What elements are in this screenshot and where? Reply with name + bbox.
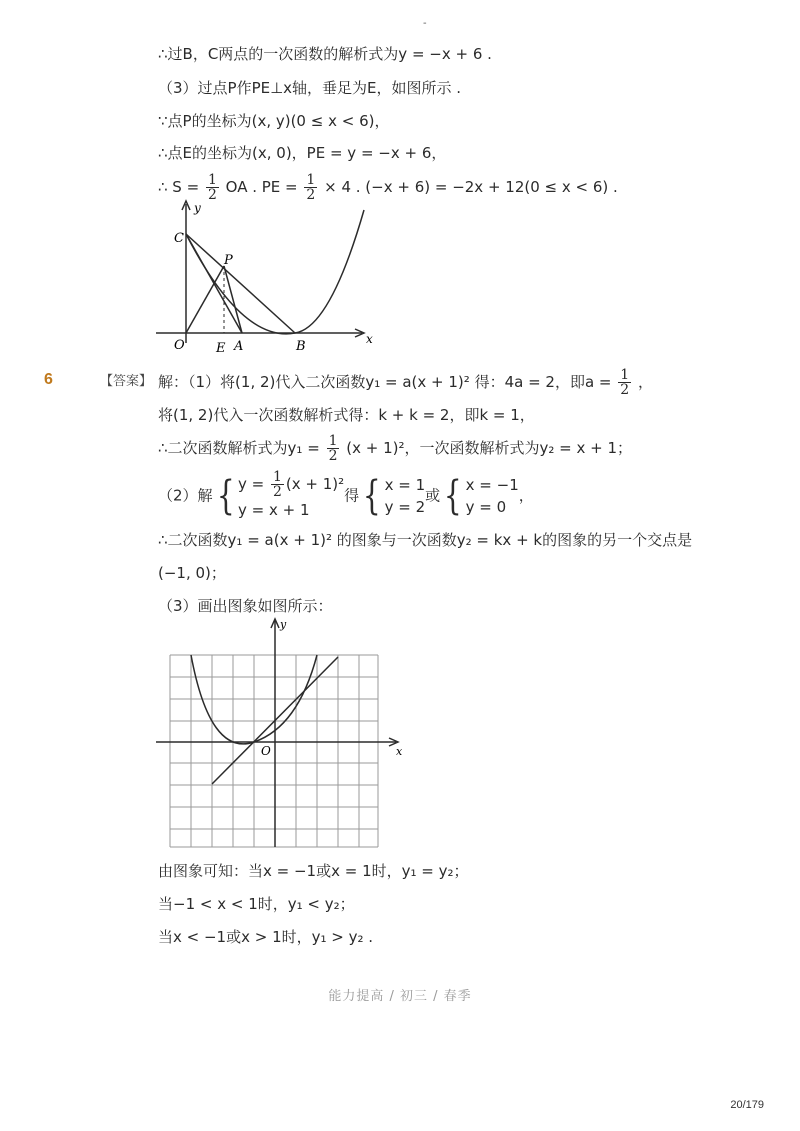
equation-system-1: [238, 470, 344, 521]
header-mark: -: [423, 18, 427, 29]
fraction-numerator: 1: [273, 469, 282, 485]
area-middle: OA . PE =: [225, 178, 298, 196]
fraction-denominator: 2: [328, 448, 338, 464]
label-E: E: [216, 341, 226, 356]
function-graph-figure: [152, 615, 412, 855]
brace-icon: {: [363, 472, 381, 519]
solution-line-2: （3）过点P作PE⊥x轴，垂足为E，如图所示 .: [158, 79, 462, 97]
fraction-half-3: [618, 368, 631, 397]
segment-OP: [186, 266, 224, 333]
page-number: 20/179: [730, 1099, 764, 1111]
answer-line-9: 当−1 < x < 1时，y₁ < y₂；: [158, 895, 355, 913]
parabola-triangle-figure: [150, 198, 380, 358]
answer-line-1-end: ，: [637, 373, 653, 391]
equation-system-2: [385, 474, 426, 518]
fraction-denominator: 2: [207, 187, 217, 203]
fraction-numerator: 1: [306, 172, 316, 188]
system-2-row-1: x = 1: [384, 475, 426, 494]
answer-line-5: ∴二次函数y₁ = a(x + 1)² 的图象与一次函数y₂ = kx + k的图象的另一个交点是: [158, 531, 693, 549]
answer-line-3-end: (x + 1)²，一次函数解析式为y₂ = x + 1；: [346, 439, 633, 457]
fraction-denominator: 2: [306, 187, 316, 203]
fraction-numerator: 1: [328, 433, 338, 449]
answer-line-10: 当x < −1或x > 1时，y₁ > y₂ .: [158, 928, 374, 946]
system-1-row-1-a: y =: [238, 475, 265, 493]
question-number: 6: [44, 371, 53, 388]
system-1-row-2: y = x + 1: [238, 501, 310, 519]
answer-line-3: [158, 434, 632, 463]
answer-line-8: 由图象可知：当x = −1或x = 1时，y₁ = y₂；: [158, 862, 469, 880]
answer-line-1: [158, 368, 653, 397]
answer-tag: 【答案】: [100, 374, 153, 389]
solution-line-1: ∴过B，C两点的一次函数的解析式为y = −x + 6 .: [158, 45, 492, 63]
fraction-numerator: 1: [207, 172, 217, 188]
equation-system-3: [466, 474, 519, 518]
system-3-row-2: y = 0: [465, 497, 507, 516]
system-1-row-1-b: (x + 1)²: [285, 475, 345, 493]
label-x: x: [366, 332, 373, 346]
label-A: A: [234, 339, 244, 354]
answer-line-6: (−1, 0)；: [158, 564, 226, 582]
answer-line-7: （3）画出图象如图所示：: [158, 597, 333, 615]
parabola-right: [295, 210, 364, 333]
grid: [170, 655, 378, 847]
label-y: y: [194, 201, 201, 215]
solution-line-3: ∵点P的坐标为(x, y)(0 ≤ x < 6)，: [158, 112, 390, 130]
label-P: P: [224, 253, 233, 268]
label-C: C: [174, 231, 184, 246]
brace-icon: {: [216, 472, 235, 519]
area-prefix: ∴ S =: [158, 178, 200, 196]
brace-icon: {: [444, 472, 462, 519]
fraction-denominator: 2: [620, 382, 630, 398]
answer-line-4: [158, 470, 534, 521]
solve-label: （2）解: [158, 486, 213, 505]
solution-line-4: ∴点E的坐标为(x, 0)，PE = y = −x + 6，: [158, 144, 447, 162]
label-B: B: [296, 339, 306, 354]
answer-line-3-text: ∴二次函数解析式为y₁ =: [158, 439, 320, 457]
or-label: 或: [425, 486, 441, 505]
fraction-numerator: 1: [620, 367, 630, 383]
obtain-label: 得: [344, 486, 360, 505]
system-3-row-1: x = −1: [465, 475, 519, 494]
area-expression: × 4 . (−x + 6) = −2x + 12(0 ≤ x < 6) .: [324, 178, 618, 196]
label-x: x: [396, 745, 403, 758]
fraction-half-4: [327, 434, 340, 463]
answer-line-2: 将(1, 2)代入一次函数解析式得：k + k = 2，即k = 1，: [158, 406, 535, 424]
answer-line-1-text: 解：（1）将(1, 2)代入二次函数y₁ = a(x + 1)² 得：4a = 2，即a =: [158, 373, 612, 391]
footer-course-label: 能力提高 / 初三 / 春季: [328, 989, 472, 1004]
system-2-row-2: y = 2: [384, 497, 426, 516]
label-y: y: [280, 618, 287, 631]
label-O: O: [261, 744, 271, 758]
fraction-half-5: [271, 470, 284, 499]
system-end: ，: [518, 486, 534, 505]
fraction-denominator: 2: [273, 484, 282, 500]
segment-CB: [186, 234, 295, 333]
label-O: O: [174, 338, 185, 353]
